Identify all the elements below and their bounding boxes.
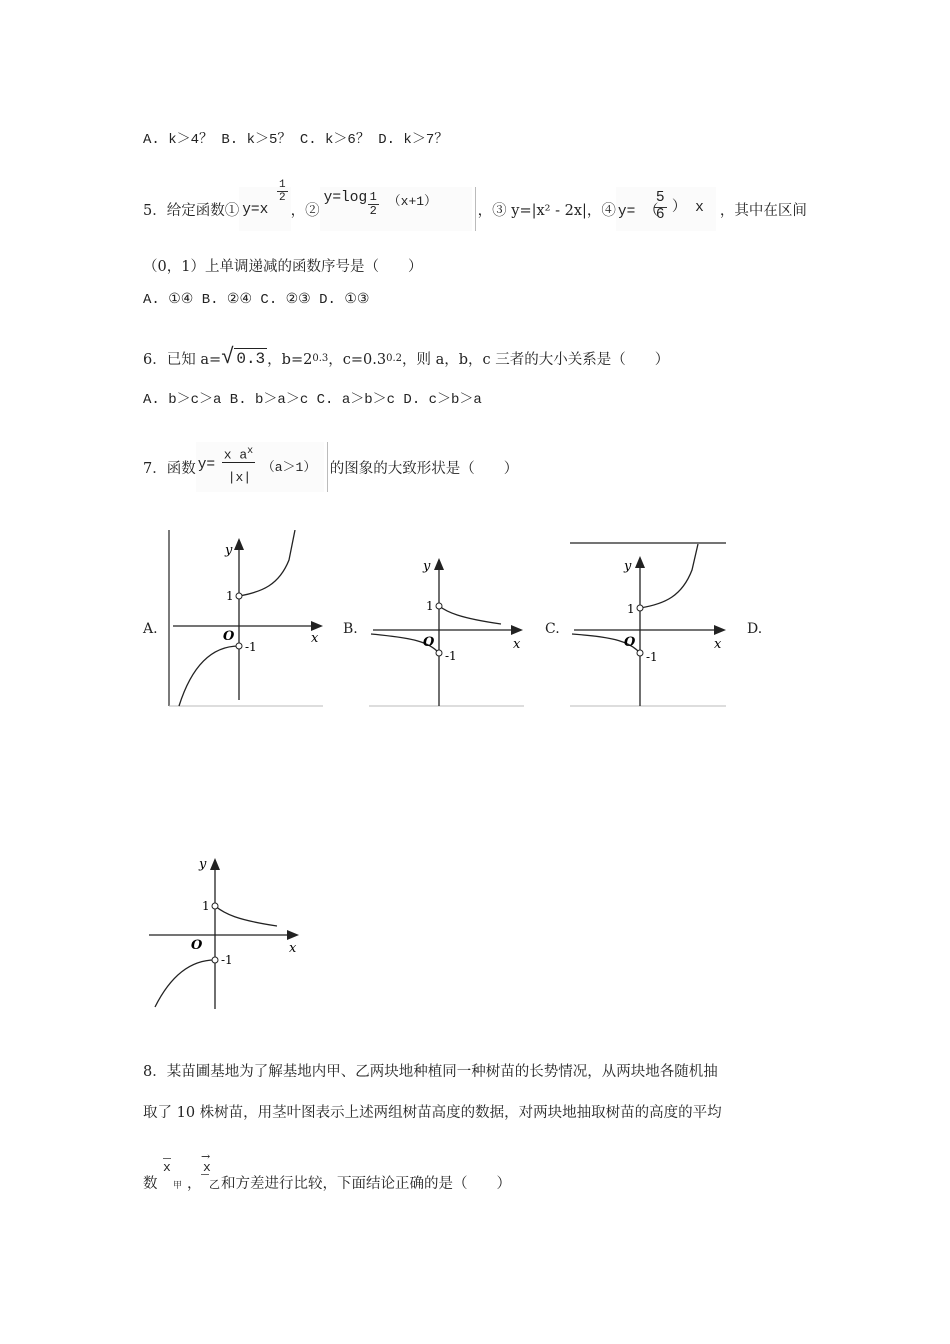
q7-func-num-exp: x xyxy=(247,446,254,457)
graph-b-curve-right xyxy=(439,606,501,624)
q5-func4-den: 6 xyxy=(655,206,665,223)
q5-options: A. ①④ B. ②④ C. ②③ D. ①③ xyxy=(143,292,370,308)
q6-options: A. b＞c＞a B. b＞a＞c C. a＞b＞c D. c＞b＞a xyxy=(143,392,482,408)
graph-c-open-point xyxy=(637,605,643,611)
q5-func2-log: y=log xyxy=(323,190,368,206)
graph-c-tick-1: 1 xyxy=(627,602,635,616)
graph-d-tick-neg1: -1 xyxy=(221,953,233,967)
q5-func2-arg: （x+1） xyxy=(387,194,438,209)
q6-prefix: 6．已知 a= xyxy=(143,351,222,368)
q7-func-den: |x| xyxy=(227,470,252,485)
q5-func2-base xyxy=(368,191,379,218)
graph-b-origin: O xyxy=(423,635,435,650)
q5-suffix: ，其中在区间 xyxy=(719,202,807,219)
graph-c-origin: O xyxy=(624,635,636,650)
vector-arrow-icon: → xyxy=(201,1150,211,1163)
q5-sep1: ，② xyxy=(290,202,320,219)
option-c-label: C. xyxy=(545,621,560,637)
graph-a xyxy=(167,530,324,707)
q5-stem xyxy=(143,179,807,232)
q8-xbar-yi-underline xyxy=(201,1174,209,1175)
graph-d-y-label: y xyxy=(199,857,207,872)
radical-icon: √ xyxy=(221,345,235,370)
graph-d-open-point xyxy=(212,957,218,963)
q7-prefix: 7．函数 xyxy=(143,460,196,477)
option-a-label: A. xyxy=(143,621,158,637)
q5-func1-exp-den: 2 xyxy=(279,192,286,205)
graph-b-tick-1: 1 xyxy=(426,599,434,613)
graph-b-x-arrow-icon xyxy=(511,625,523,635)
graph-a-open-point xyxy=(236,593,242,599)
graph-d-x-label: x xyxy=(289,941,297,956)
graph-d xyxy=(145,852,300,1010)
q6-b-exp: 0.3 xyxy=(312,352,329,364)
q6-sqrt-value: 0.3 xyxy=(236,350,266,368)
q7-func-num-text: x a xyxy=(223,447,248,463)
graph-a-curve-left xyxy=(179,646,239,706)
q8-sub-yi: 乙 xyxy=(209,1178,220,1191)
graph-c-x-label: x xyxy=(714,637,722,652)
graph-a-tick-neg1: -1 xyxy=(245,640,257,654)
q5-line2: （0，1）上单调递减的函数序号是（ ） xyxy=(143,259,423,275)
q8-line3-prefix: 数 xyxy=(143,1176,158,1192)
graph-b-x-label: x xyxy=(513,637,521,652)
graph-d-x-arrow-icon xyxy=(287,930,299,940)
q5-func1-exp xyxy=(277,179,288,204)
q7-stem xyxy=(143,442,518,492)
q5-func1 xyxy=(239,179,290,231)
q5-func1-base: y=x xyxy=(242,202,269,219)
q8-xbar-yi: x xyxy=(203,1160,211,1175)
q8-line1: 8．某苗圃基地为了解基地内甲、乙两块地种植同一种树苗的长势情况，从两块地各随机抽 xyxy=(143,1064,718,1080)
q7-func-y: y= xyxy=(197,457,216,473)
graph-c-x-arrow-icon xyxy=(714,625,726,635)
q5-prefix: 5．给定函数① xyxy=(143,202,240,219)
q8-line3-suffix: 和方差进行比较，下面结论正确的是（ ） xyxy=(221,1176,511,1192)
graph-c-tick-neg1: -1 xyxy=(646,650,658,664)
graph-d-curve-left xyxy=(155,960,215,1007)
graph-b-tick-neg1: -1 xyxy=(445,649,457,663)
graph-c xyxy=(570,540,727,707)
q6-b: ，b=2 xyxy=(267,351,313,368)
q8-xbar-jia: x xyxy=(163,1160,171,1175)
graph-d-open-point xyxy=(212,903,218,909)
graph-b-open-point xyxy=(436,603,442,609)
graph-b-y-arrow-icon xyxy=(434,558,444,570)
q7-func-num xyxy=(222,446,255,463)
q6-stem xyxy=(143,347,669,369)
q5-func4-head: y= （ xyxy=(617,204,659,220)
q6-sqrt xyxy=(221,347,267,369)
graph-c-y-label: y xyxy=(624,559,632,574)
q6-c: ，c=0.3 xyxy=(328,351,387,368)
q8-comma: ， xyxy=(187,1176,202,1192)
graph-b-y-label: y xyxy=(423,559,431,574)
option-b-label: B. xyxy=(343,621,358,637)
graph-a-open-point xyxy=(236,643,242,649)
graph-d-y-arrow-icon xyxy=(210,858,220,870)
graph-c-curve-right xyxy=(640,544,698,608)
q5-func4-num: 5 xyxy=(655,190,665,206)
q6-suffix: ，则 a，b，c 三者的大小关系是（ ） xyxy=(401,351,670,368)
graph-a-y-arrow-icon xyxy=(234,538,244,550)
graph-a-origin: O xyxy=(223,629,235,644)
graph-a-tick-1: 1 xyxy=(226,589,234,603)
q6-c-exp: 0.2 xyxy=(386,352,402,364)
q8-line2: 取了 10 株树苗，用茎叶图表示上述两组树苗高度的数据，对两块地抽取树苗的高度的平均 xyxy=(143,1105,722,1121)
q5-func4-frac xyxy=(654,191,667,224)
graph-b-open-point xyxy=(436,650,442,656)
graph-d-tick-1: 1 xyxy=(202,899,210,913)
graph-a-x-label: x xyxy=(311,631,319,646)
graph-a-y-label: y xyxy=(225,543,233,558)
q7-suffix: 的图象的大致形状是（ ） xyxy=(329,460,519,477)
graph-b xyxy=(369,550,524,707)
graph-c-open-point xyxy=(637,650,643,656)
q5-func1-exp-num: 1 xyxy=(279,179,286,191)
graph-a-x-arrow-icon xyxy=(311,621,323,631)
q5-func4-tail: ） x xyxy=(671,200,704,216)
graph-d-curve-right xyxy=(215,906,277,926)
q5-func2 xyxy=(320,187,472,231)
graph-d-origin: O xyxy=(191,938,203,953)
q5-func2-base-num: 1 xyxy=(369,190,377,204)
q5-func4 xyxy=(616,187,716,231)
q8-sub-jia: 甲 xyxy=(173,1181,183,1191)
q7-func-cond: （a＞1） xyxy=(261,460,317,475)
graph-a-curve-right xyxy=(239,530,295,596)
q5-mid: ，③ y=|x² - 2x|，④ xyxy=(477,202,616,219)
q4-options: A. k＞4？ B. k＞5？ C. k＞6？ D. k＞7？ xyxy=(143,132,449,148)
graph-c-y-arrow-icon xyxy=(635,556,645,568)
option-d-label: D. xyxy=(747,621,763,637)
q7-func xyxy=(196,442,324,492)
q5-func2-base-den: 2 xyxy=(369,204,377,219)
